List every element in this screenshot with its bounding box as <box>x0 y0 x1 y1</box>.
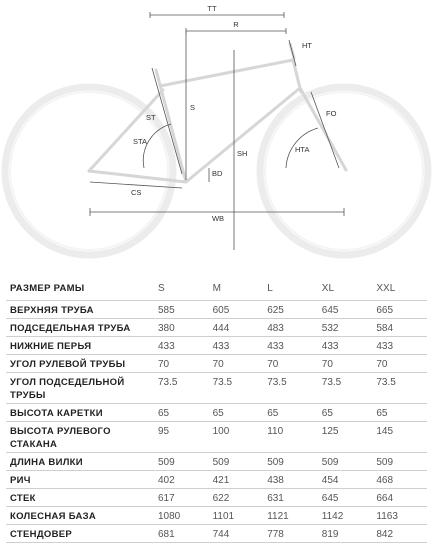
label-bd: BD <box>212 169 223 178</box>
row-label: ВЫСОТА КАРЕТКИ <box>6 404 154 422</box>
table-row <box>6 507 427 525</box>
table-row <box>6 301 427 319</box>
row-value: 509 <box>263 453 318 471</box>
table-row <box>6 453 427 471</box>
geometry-table <box>6 279 427 543</box>
table-row <box>6 373 427 404</box>
row-value: 65 <box>263 404 318 422</box>
row-value: 444 <box>209 319 264 337</box>
table-row <box>6 471 427 489</box>
row-value: 438 <box>263 471 318 489</box>
row-value: 73.5 <box>263 373 318 404</box>
row-value: 1101 <box>209 507 264 525</box>
row-value: 842 <box>372 525 427 543</box>
row-value: 380 <box>154 319 209 337</box>
header-size-l: L <box>263 279 318 301</box>
table-row <box>6 422 427 453</box>
row-value: 1163 <box>372 507 427 525</box>
row-value: 65 <box>209 404 264 422</box>
row-value: 584 <box>372 319 427 337</box>
row-value: 1080 <box>154 507 209 525</box>
row-value: 532 <box>318 319 373 337</box>
row-label: НИЖНИЕ ПЕРЬЯ <box>6 337 154 355</box>
row-label: ВЕРХНЯЯ ТРУБА <box>6 301 154 319</box>
table-row <box>6 489 427 507</box>
row-value: 509 <box>318 453 373 471</box>
row-value: 125 <box>318 422 373 453</box>
row-label: РИЧ <box>6 471 154 489</box>
bike-frame <box>89 44 346 182</box>
row-value: 70 <box>154 355 209 373</box>
row-value: 617 <box>154 489 209 507</box>
label-hta: HTA <box>295 145 310 154</box>
table-row <box>6 404 427 422</box>
row-value: 100 <box>209 422 264 453</box>
row-value: 73.5 <box>318 373 373 404</box>
bike-geometry-diagram <box>0 0 433 262</box>
row-value: 421 <box>209 471 264 489</box>
row-value: 433 <box>263 337 318 355</box>
header-frame-size: РАЗМЕР РАМЫ <box>6 279 154 301</box>
row-value: 819 <box>318 525 373 543</box>
row-label: СТЕК <box>6 489 154 507</box>
row-value: 631 <box>263 489 318 507</box>
row-value: 65 <box>318 404 373 422</box>
row-value: 645 <box>318 489 373 507</box>
row-value: 433 <box>154 337 209 355</box>
row-value: 645 <box>318 301 373 319</box>
label-sh: SH <box>237 149 248 158</box>
row-value: 73.5 <box>154 373 209 404</box>
row-value: 509 <box>154 453 209 471</box>
row-value: 73.5 <box>372 373 427 404</box>
row-value: 70 <box>263 355 318 373</box>
header-size-m: M <box>209 279 264 301</box>
row-value: 454 <box>318 471 373 489</box>
label-ht: HT <box>302 41 312 50</box>
row-value: 468 <box>372 471 427 489</box>
label-st: ST <box>146 113 156 122</box>
row-value: 625 <box>263 301 318 319</box>
row-label: ВЫСОТА РУЛЕВОГО СТАКАНА <box>6 422 154 453</box>
row-value: 145 <box>372 422 427 453</box>
row-label: УГОЛ РУЛЕВОЙ ТРУБЫ <box>6 355 154 373</box>
row-value: 681 <box>154 525 209 543</box>
header-size-xl: XL <box>318 279 373 301</box>
row-value: 778 <box>263 525 318 543</box>
row-label: УГОЛ ПОДСЕДЕЛЬНОЙ ТРУБЫ <box>6 373 154 404</box>
row-label: СТЕНДОВЕР <box>6 525 154 543</box>
table-row <box>6 525 427 543</box>
row-value: 622 <box>209 489 264 507</box>
row-value: 402 <box>154 471 209 489</box>
row-value: 509 <box>372 453 427 471</box>
row-value: 1142 <box>318 507 373 525</box>
row-value: 433 <box>372 337 427 355</box>
row-value: 73.5 <box>209 373 264 404</box>
row-value: 110 <box>263 422 318 453</box>
table-header-row <box>6 279 427 301</box>
label-fo: FO <box>326 109 337 118</box>
row-value: 70 <box>372 355 427 373</box>
label-wb: WB <box>211 214 225 223</box>
row-value: 665 <box>372 301 427 319</box>
row-label: ПОДСЕДЕЛЬНАЯ ТРУБА <box>6 319 154 337</box>
row-value: 744 <box>209 525 264 543</box>
row-label: КОЛЕСНАЯ БАЗА <box>6 507 154 525</box>
row-value: 65 <box>154 404 209 422</box>
row-value: 70 <box>209 355 264 373</box>
row-value: 483 <box>263 319 318 337</box>
header-size-s: S <box>154 279 209 301</box>
row-label: ДЛИНА ВИЛКИ <box>6 453 154 471</box>
row-value: 95 <box>154 422 209 453</box>
table-row <box>6 337 427 355</box>
row-value: 585 <box>154 301 209 319</box>
row-value: 509 <box>209 453 264 471</box>
label-tt: TT <box>207 4 217 13</box>
table-row <box>6 355 427 373</box>
front-wheel <box>260 87 428 255</box>
label-sta: STA <box>133 137 148 146</box>
row-value: 65 <box>372 404 427 422</box>
row-value: 70 <box>318 355 373 373</box>
label-cs: CS <box>131 188 142 197</box>
row-value: 605 <box>209 301 264 319</box>
table-row <box>6 319 427 337</box>
row-value: 1121 <box>263 507 318 525</box>
row-value: 433 <box>318 337 373 355</box>
label-s: S <box>190 103 196 112</box>
label-r: R <box>233 20 239 29</box>
row-value: 664 <box>372 489 427 507</box>
row-value: 433 <box>209 337 264 355</box>
header-size-xxl: XXL <box>372 279 427 301</box>
